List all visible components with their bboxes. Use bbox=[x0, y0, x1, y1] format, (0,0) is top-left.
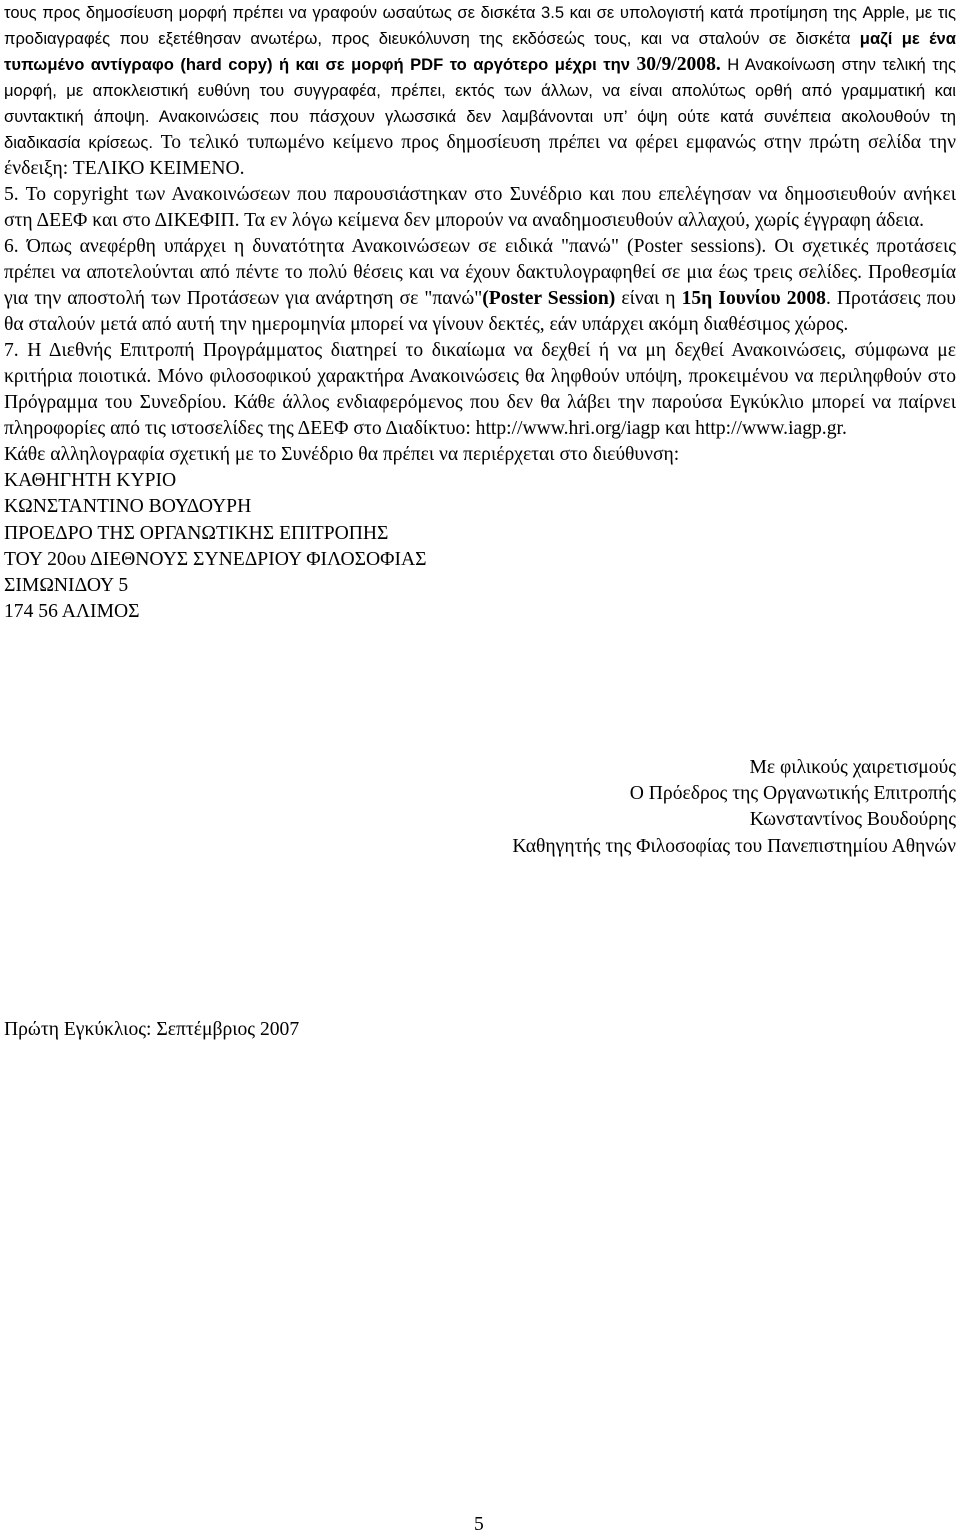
paragraph-committee-philosophical: Μόνο φιλοσοφικού χαρακτήρα Ανακοινώσεις θα ληφθούν υπόψη, προκειμένου να περιληφθούν στο Πρόγραμμα του Συνεδρίου. bbox=[4, 366, 956, 413]
address-line: ΚΩΝΣΤΑΝΤΙΝΟ ΒΟΥΔΟΥΡΗ bbox=[4, 496, 252, 518]
paragraph-submission-bold: μαζί με ένα τυπωμένο αντίγραφο (hard copy) ή και σε μορφή PDF το αργότερο μέχρι την bbox=[4, 29, 956, 74]
paragraph-committee-web: Κάθε άλλος ενδιαφερόμενος που δεν θα λάβει την παρούσα Εγκύκλιο μπορεί να παίρνει πληροφορίες από τις ιστοσελίδες της ΔΕΕΦ στο Διαδίκτυο: http://www.hri.org/iagp και http://www.iagp.gr. bbox=[4, 392, 956, 439]
paragraph-posters-deadline: Προθεσμία για την αποστολή των Προτάσεων για ανάρτηση σε "πανώ" bbox=[4, 262, 957, 309]
paragraph-submission-text: τους προς δημοσίευση μορφή πρέπει να γραφούν ωσαύτως σε δισκέτα 3.5 και σε υπολογιστή κατά προτίμηση της Apple, με τις προδιαγραφές που εξετέθησαν ανωτέρω, προς διευκόλυνση της εκδόσεώς τους, και να σταλούν σε δισκέτα bbox=[4, 3, 956, 48]
address-block bbox=[4, 442, 956, 625]
paragraph-committee bbox=[4, 338, 956, 442]
poster-deadline-date: 15η Ιουνίου 2008 bbox=[681, 288, 826, 309]
paragraph-posters-late: . Προτάσεις που θα σταλούν μετά από αυτή την ημερομηνία μπορεί να γίνουν δεκτές, εάν υπάρχει ακόμη διαθέσιμος χώρος. bbox=[4, 288, 957, 335]
paragraph-posters-is: είναι η bbox=[615, 288, 682, 309]
address-line: 174 56 ΑΛΙΜΟΣ bbox=[4, 601, 140, 623]
deadline-date: 30/9/2008. bbox=[636, 54, 721, 75]
signature-greeting: Με φιλικούς χαιρετισμούς bbox=[749, 757, 956, 778]
address-line: ΤΟΥ 20ου ΔΙΕΘΝΟΥΣ ΣΥΝΕΔΡΙΟΥ ΦΙΛΟΣΟΦΙΑΣ bbox=[4, 548, 427, 570]
circular-footer: Πρώτη Εγκύκλιος: Σεπτέμβριος 2007 bbox=[4, 1019, 300, 1040]
page-number: 5 bbox=[474, 1514, 484, 1535]
paragraph-posters-format: Οι σχετικές προτάσεις πρέπει να αποτελούνται από πέντε το πολύ θέσεις και να έχουν δακτυλογραφηθεί σε μια έως τρεις σελίδες. bbox=[4, 236, 956, 283]
document-page bbox=[4, 0, 957, 1040]
paragraph-copyright-text: 5. Το copyright των Ανακοινώσεων που παρουσιάστηκαν στο Συνέδριο και που επελέγησαν να δημοσιευθούν ανήκει στη ΔΕΕΦ και στο ΔΙΚΕΦΙΠ. bbox=[4, 184, 956, 231]
paragraph-copyright bbox=[4, 182, 956, 234]
poster-session-label: (Poster Session) bbox=[482, 288, 616, 309]
signature-title: Καθηγητής της Φιλοσοφίας του Πανεπιστημίου Αθηνών bbox=[512, 835, 956, 857]
paragraph-posters bbox=[4, 234, 956, 338]
paragraph-responsibility: Η Ανακοίνωση στην τελική της μορφή, με αποκλειστική ευθύνη του συγγραφέα, πρέπει, εκτός των άλλων, να είναι απολύτως ορθή από γραμματική και συντακτική άποψη. bbox=[4, 55, 956, 126]
signature-role: Ο Πρόεδρος της Οργανωτικής Επιτροπής bbox=[629, 783, 956, 805]
paragraph-submission bbox=[4, 0, 956, 182]
signature-block bbox=[512, 755, 956, 860]
address-intro: Κάθε αλληλογραφία σχετική με το Συνέδριο θα πρέπει να περιέρχεται στο διεύθυνση: bbox=[4, 444, 680, 465]
address-line: ΣΙΜΩΝΙΔΟΥ 5 bbox=[4, 575, 129, 597]
paragraph-committee-rights: 7. Η Διεθνής Επιτροπή Προγράμματος διατηρεί το δικαίωμα να δεχθεί ή να μη δεχθεί Ανακοινώσεις, σύμφωνα με κριτήρια ποιοτικά. bbox=[4, 340, 956, 387]
paragraph-copyright-reprint: Τα εν λόγω κείμενα δεν μπορούν να αναδημοσιευθούν αλλαχού, χωρίς έγγραφη άδεια. bbox=[239, 210, 924, 231]
paragraph-posters-intro: 6. Όπως ανεφέρθη υπάρχει η δυνατότητα Ανακοινώσεων σε ειδικά "πανώ" (Poster sessions). bbox=[4, 236, 767, 257]
paragraph-final-text: Το τελικό τυπωμένο κείμενο προς δημοσίευση πρέπει να φέρει εμφανώς στην πρώτη σελίδα την ένδειξη: ΤΕΛΙΚΟ ΚΕΙΜΕΝΟ. bbox=[4, 132, 956, 179]
signature-name: Κωνσταντίνος Βουδούρης bbox=[749, 809, 956, 831]
address-line: ΚΑΘΗΓΗΤΗ ΚΥΡΙΟ bbox=[4, 470, 177, 492]
paragraph-language: Ανακοινώσεις που πάσχουν γλωσσικά δεν λαμβάνονται υπ’ όψη ούτε κατά συνέπεια ακολουθούν τη διαδικασία κρίσεως. bbox=[4, 107, 956, 152]
address-line: ΠΡΟΕΔΡΟ ΤΗΣ ΟΡΓΑΝΩΤΙΚΗΣ ΕΠΙΤΡΟΠΗΣ bbox=[4, 522, 389, 544]
